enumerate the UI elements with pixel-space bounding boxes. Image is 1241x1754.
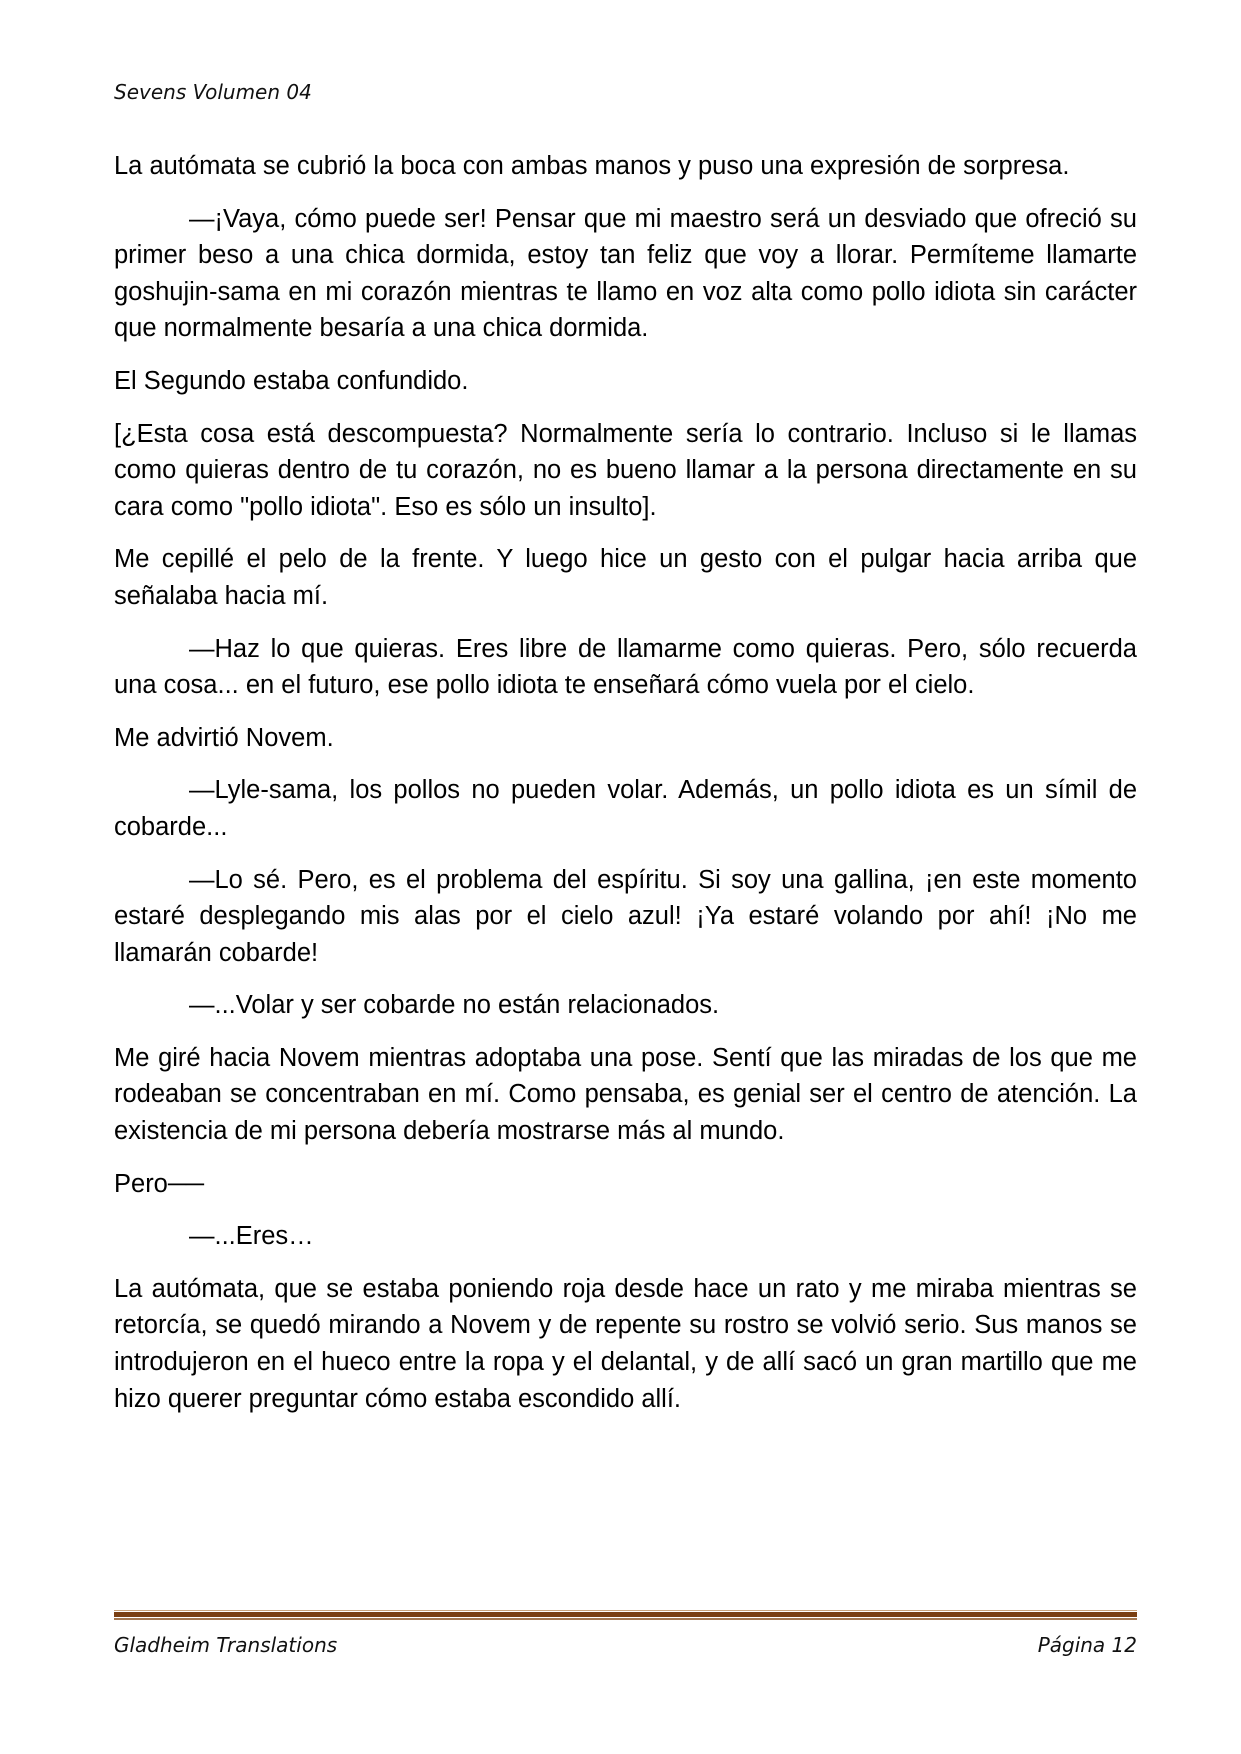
paragraph: [¿Esta cosa está descompuesta? Normalmente sería lo contrario. Incluso si le llamas como quieras dentro de tu corazón, no es bueno llamar a la persona directamente en su cara como "pollo idiota". Eso es sólo un insulto]. xyxy=(114,419,1137,521)
paragraph: La autómata se cubrió la boca con ambas manos y puso una expresión de sorpresa. xyxy=(114,152,1070,180)
footer-divider xyxy=(114,1610,1137,1620)
dialogue-paragraph: —Haz lo que quieras. Eres libre de llamarme como quieras. Pero, sólo recuerda una cosa... en el futuro, ese pollo idiota te enseñará cómo vuela por el cielo. xyxy=(114,634,1137,700)
page-body xyxy=(114,148,1137,1433)
dialogue-paragraph: —...Volar y ser cobarde no están relacionados. xyxy=(189,991,720,1020)
dialogue-paragraph: —Lyle-sama, los pollos no pueden volar. Además, un pollo idiota es un símil de cobarde... xyxy=(114,776,1137,841)
dialogue-paragraph: —...Eres… xyxy=(189,1222,314,1251)
paragraph: El Segundo estaba confundido. xyxy=(114,366,469,395)
footer-publisher: Gladheim Translations xyxy=(114,1633,338,1657)
page-number: Página 12 xyxy=(1037,1633,1137,1657)
paragraph: Pero── xyxy=(114,1169,204,1198)
dialogue-paragraph: —¡Vaya, cómo puede ser! Pensar que mi maestro será un desviado que ofreció su primer beso a una chica dormida, estoy tan feliz que voy a llorar. Permíteme llamarte goshujin-sama en mi corazón mientras te llamo en voz alta como pollo idiota sin carácter que normalmente besaría a una chica dormida. xyxy=(114,204,1137,343)
dialogue-paragraph: —Lo sé. Pero, es el problema del espíritu. Si soy una gallina, ¡en este momento estaré desplegando mis alas por el cielo azul! ¡Ya estaré volando por ahí! ¡No me llamarán cobarde! xyxy=(114,865,1137,967)
paragraph: Me advirtió Novem. xyxy=(114,723,334,752)
paragraph: Me cepillé el pelo de la frente. Y luego hice un gesto con el pulgar hacia arriba que señalaba hacia mí. xyxy=(114,545,1137,610)
running-header: Sevens Volumen 04 xyxy=(114,80,312,104)
paragraph: La autómata, que se estaba poniendo roja desde hace un rato y me miraba mientras se retorcía, se quedó mirando a Novem y de repente su rostro se volvió serio. Sus manos se introdujeron en el hueco entre la ropa y el delantal, y de allí sacó un gran martillo que me hizo querer preguntar cómo estaba escondido allí. xyxy=(114,1274,1137,1413)
paragraph: Me giré hacia Novem mientras adoptaba una pose. Sentí que las miradas de los que me rodeaban se concentraban en mí. Como pensaba, es genial ser el centro de atención. La existencia de mi persona debería mostrarse más al mundo. xyxy=(114,1043,1137,1146)
